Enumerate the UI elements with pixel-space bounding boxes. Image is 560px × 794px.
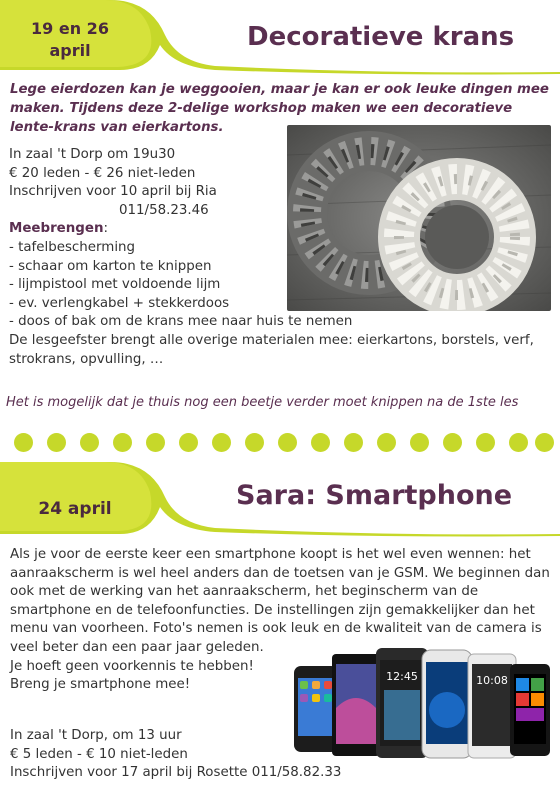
bring-heading: Meebrengen:	[9, 221, 109, 237]
bring-item: - ev. verlengkabel + stekkerdoos	[9, 295, 230, 311]
bring-item: - tafelbescherming	[9, 239, 136, 255]
body-line: aanraakscherm is wel heel anders dan de toetsen van je GSM. We beginnen dan	[10, 565, 550, 581]
section1-intro: Lege eierdozen kan je weggooien, maar je kan er ook leuke dingen mee maken. Tijdens deze 2-delige workshop maken we een decoratieve lente-krans van eierkartons.	[10, 82, 549, 135]
smartphones-photo	[290, 648, 552, 760]
section1-info	[9, 146, 534, 369]
body-line: ook met de werking van het aanraakscherm, het beginscherm van de	[10, 584, 479, 600]
materials-line: strokrans, opvulling, …	[9, 351, 164, 367]
registration-line: Inschrijven voor 10 april bij Ria	[9, 184, 217, 200]
body-line: Als je voor de eerste keer een smartphone koopt is het wel even wennen: het	[10, 547, 531, 562]
section1-note: Het is mogelijk dat je thuis nog een beetje verder moet knippen na de 1ste les	[6, 395, 519, 410]
body-line: menu van voorheen. Foto's nemen is ook leuk en de kwaliteit van de camera is	[10, 621, 542, 637]
bring-item: - doos of bak om de krans mee naar huis te nemen	[9, 314, 353, 330]
body-line: veel beter dan een paar jaar geleden.	[10, 639, 264, 655]
section1-title: Decoratieve krans	[247, 22, 515, 52]
body-line: Breng je smartphone mee!	[10, 677, 191, 693]
dot-divider	[14, 433, 554, 453]
price-line: € 5 leden - € 10 niet-leden	[10, 746, 188, 762]
location-line: In zaal 't Dorp om 19u30	[9, 147, 176, 162]
materials-line: De lesgeefster brengt alle overige materialen mee: eierkartons, borstels, verf,	[9, 332, 534, 348]
body-line: Je hoeft geen voorkennis te hebben!	[10, 658, 254, 674]
section1-date: 19 en 26 april	[31, 19, 109, 60]
registration-line: Inschrijven voor 17 april bij Rosette 011/58.82.33	[10, 765, 342, 781]
phone-line: 011/58.23.46	[119, 202, 209, 218]
body-line: smartphone en de telefoonfuncties. De instellingen zijn gemakkelijker dan het	[10, 602, 535, 618]
location-line: In zaal 't Dorp, om 13 uur	[10, 728, 182, 743]
bring-item: - schaar om karton te knippen	[9, 258, 212, 274]
phone-clock-1: 12:45	[386, 670, 418, 683]
phone-clock-2: 10:08	[476, 674, 508, 687]
section2-date: 24 april	[38, 499, 112, 519]
bring-item: - lijmpistool met voldoende lijm	[9, 277, 221, 293]
price-line: € 20 leden - € 26 niet-leden	[9, 165, 196, 181]
section2-title: Sara: Smartphone	[236, 480, 513, 511]
